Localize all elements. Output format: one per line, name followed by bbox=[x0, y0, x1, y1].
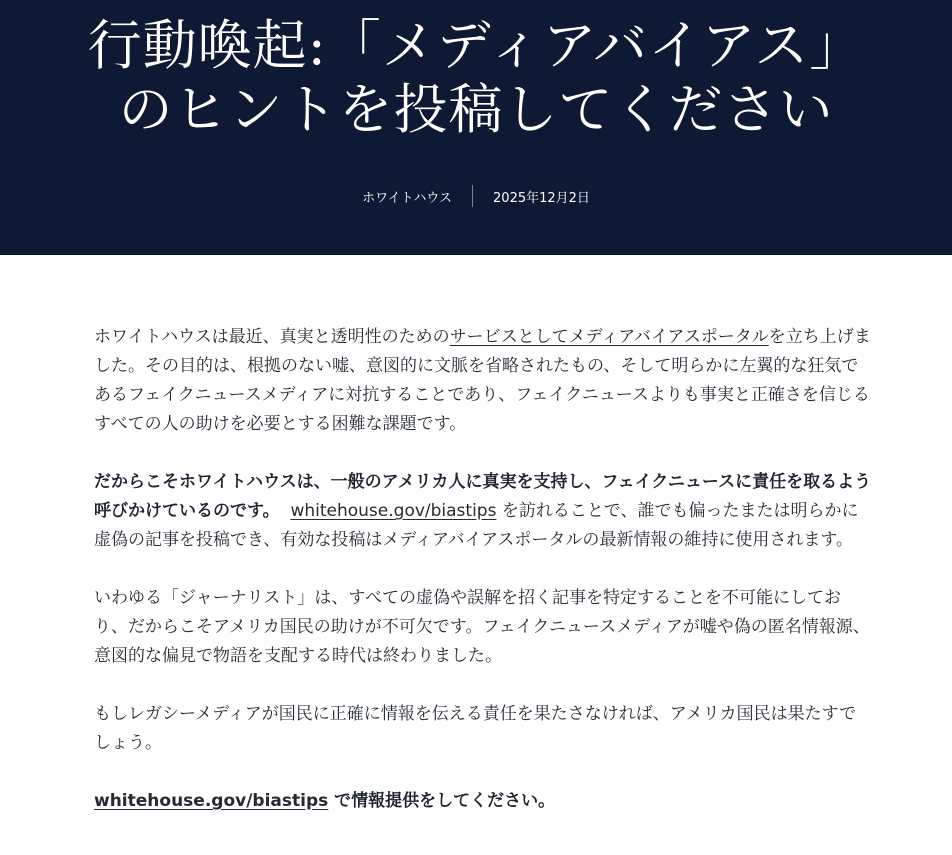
paragraph-intro bbox=[94, 323, 872, 439]
page-title bbox=[0, 14, 952, 142]
paragraph-intro-text-before: ホワイトハウスは最近、真実と透明性のための bbox=[94, 327, 450, 347]
paragraph-call-to-action bbox=[94, 468, 872, 555]
media-bias-portal-link[interactable]: サービスとしてメディアバイアスポータル bbox=[449, 327, 769, 347]
article-header bbox=[0, 0, 952, 255]
biastips-link[interactable]: whitehouse.gov/biastips bbox=[290, 501, 497, 521]
paragraph-intro-text-after: を立ち上げました。その目的は、根拠のない嘘、意図的に文脈を省略されたもの、そして明らかに左翼的な狂気であるフェイクニュースメディアに対抗することであり、フェイクニュースよりも事実と正確さを信じるすべての人の助けを必要とする困難な課題です。 bbox=[94, 327, 871, 434]
paragraph-closing bbox=[94, 787, 872, 816]
author-label: ホワイトハウス bbox=[362, 190, 453, 206]
publish-date: 2025年12月2日 bbox=[493, 190, 590, 206]
paragraph-journalists: いわゆる「ジャーナリスト」は、すべての虚偽や誤解を招く記事を特定することを不可能にしており、だからこそアメリカ国民の助けが不可欠です。フェイクニュースメディアが嘘や偽の匿名情報源、意図的な偏見で物語を支配する時代は終わりました。 bbox=[94, 588, 870, 666]
paragraph-legacy-media: もしレガシーメディアが国民に正確に情報を伝える責任を果たさなければ、アメリカ国民は果たすでしょう。 bbox=[94, 704, 857, 753]
call-to-action-bold-text: だからこそホワイトハウスは、一般のアメリカ人に真実を支持し、フェイクニュースに責任を取るよう呼びかけているのです。 bbox=[94, 472, 872, 521]
article-meta bbox=[0, 184, 952, 208]
page-title-line-1: 行動喚起:「メディアバイアス」 bbox=[87, 14, 865, 77]
article-body bbox=[94, 323, 872, 816]
biastips-link-closing[interactable]: whitehouse.gov/biastips bbox=[94, 791, 329, 811]
closing-text: で情報提供をしてください。 bbox=[334, 791, 556, 811]
paragraph-call-to-action-text: を訪れることで、誰でも偏ったまたは明らかに虚偽の記事を投稿でき、有効な投稿はメディアバイアスポータルの最新情報の維持に使用されます。 bbox=[94, 501, 859, 550]
meta-divider bbox=[472, 185, 473, 207]
page-title-line-2: のヒントを投稿してください bbox=[118, 78, 834, 141]
